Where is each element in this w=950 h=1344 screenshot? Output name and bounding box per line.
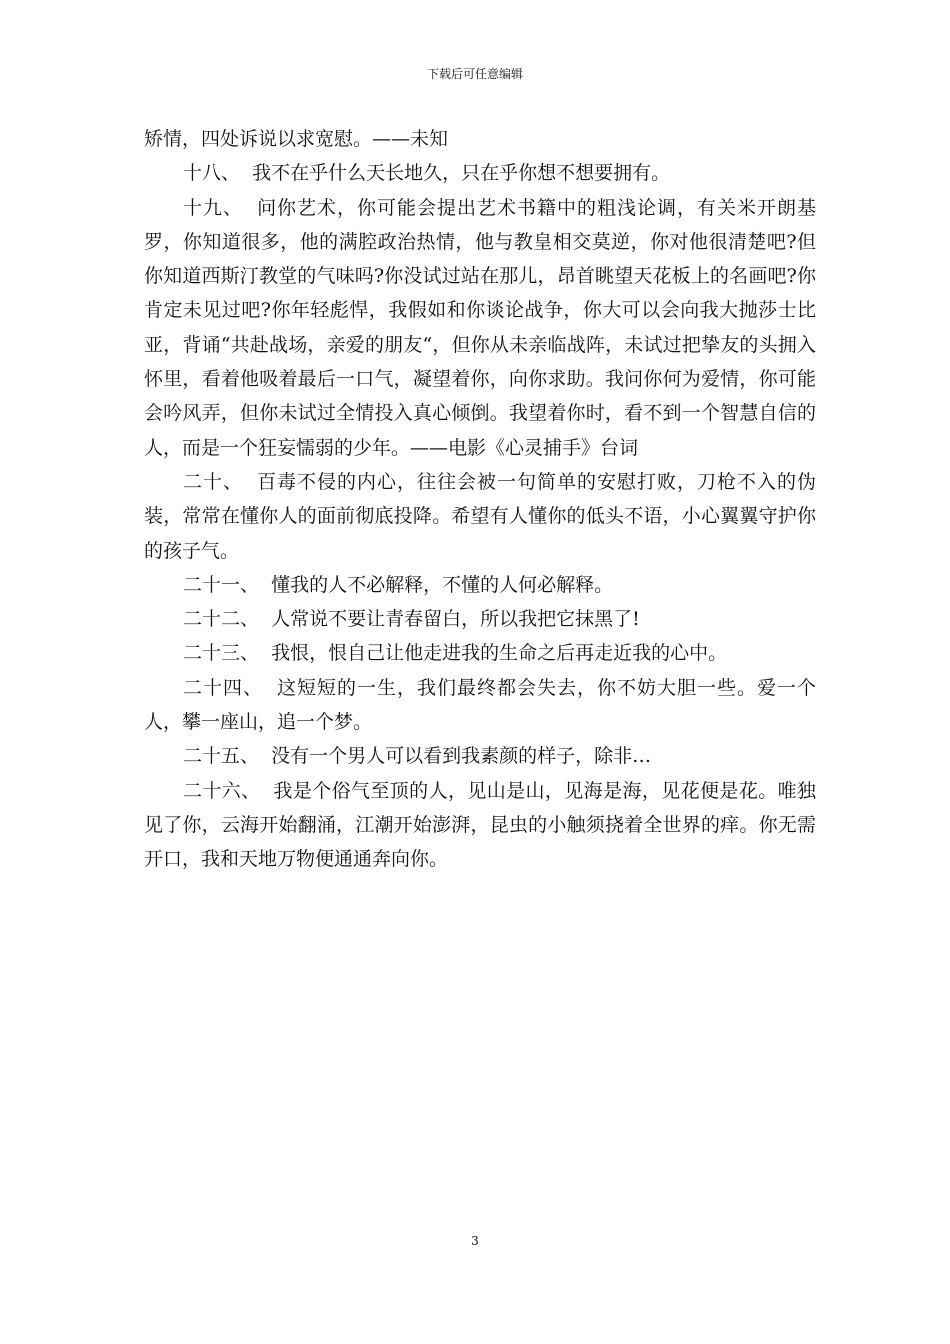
paragraph-item-23: 二十三、 我恨，恨自己让他走进我的生命之后再走近我的心中。 <box>183 642 728 665</box>
paragraph-item-25: 二十五、 没有一个男人可以看到我素颜的样子，除非… <box>183 745 652 768</box>
paragraph-item-24: 二十四、 这短短的一生，我们最终都会失去，你不妨大胆一些。爱一个人，攀一座山，追一个梦。 <box>144 676 816 734</box>
paragraph-item-20: 二十、 百毒不侵的内心，往往会被一句简单的安慰打败，刀枪不入的伪装，常常在懂你人的面前彻底投降。希望有人懂你的低头不语，小心翼翼守护你的孩子气。 <box>144 470 816 562</box>
paragraph-item-22: 二十二、 人常说不要让青春留白，所以我把它抹黑了! <box>183 608 640 631</box>
paragraph-continuation: 矫情，四处诉说以求宽慰。——未知 <box>144 128 449 150</box>
paragraph-item-21: 二十一、 懂我的人不必解释，不懂的人何必解释。 <box>183 573 614 596</box>
paragraph-item-18: 十八、 我不在乎什么天长地久，只在乎你想不想要拥有。 <box>183 162 671 185</box>
paragraph-item-19: 十九、 问你艺术，你可能会提出艺术书籍中的粗浅论调，有关米开朗基罗，你知道很多，他的满腔政治热情，他与教皇相交莫逆，你对他很清楚吧?但你知道西斯汀教堂的气味吗?你没试过站在那儿，昂首眺望天花板上的名画吧?你肯定未见过吧?你年轻彪悍，我假如和你谈论战争，你大可以会向我大抛莎士比亚，背诵“共赴战场，亲爱的朋友“，但你从未亲临战阵，未试过把挚友的头拥入怀里，看着他吸着最后一口气，凝望着你，向你求助。我问你何为爱情，你可能会吟风弄，但你未试过全情投入真心倾倒。我望着你时，看不到一个智慧自信的人，而是一个狂妄懦弱的少年。——电影《心灵捕手》台词 <box>144 196 816 459</box>
paragraph-item-26: 二十六、 我是个俗气至顶的人，见山是山，见海是海，见花便是花。唯独见了你，云海开始翻涌，江潮开始澎湃，昆虫的小触须挠着全世界的痒。你无需开口，我和天地万物便通通奔向你。 <box>144 779 816 871</box>
document-body <box>144 122 816 877</box>
page-number: 3 <box>471 1234 479 1248</box>
page-header: 下载后可任意编辑 <box>426 67 523 81</box>
